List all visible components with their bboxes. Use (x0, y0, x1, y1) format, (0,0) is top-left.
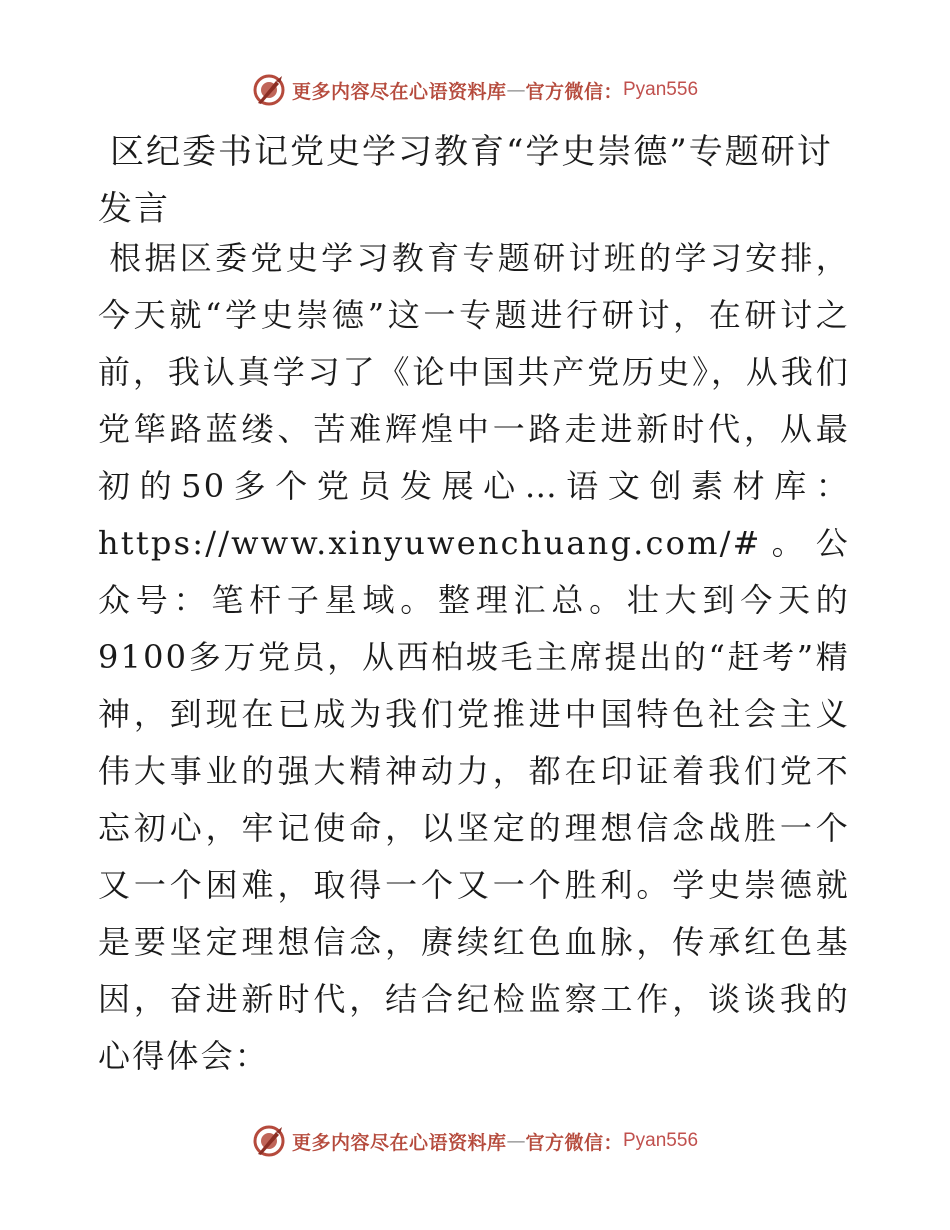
quill-seal-icon (252, 73, 286, 107)
document-body-paragraph (98, 230, 850, 1085)
watermark-wechat-label: 官方微信： (525, 80, 623, 103)
document-title-text: 区纪委书记党史学习教育“学史崇德”专题研讨发言 (98, 132, 833, 229)
watermark-site-text: 更多内容尽在心语资料库 (291, 80, 507, 103)
footer-watermark (0, 1121, 950, 1161)
document-body-text: 根据区委党史学习教育专题研讨班的学习安排，今天就“学史崇德”这一专题进行研讨，在研讨之前，我认真学习了《论中国共产党历史》，从我们党筚路蓝缕、苦难辉煌中一路走进新时代，从最初的50多个党员发展心…语文创素材库：https://www.xinyuwenchuang.com/#。公众号：笔杆子星域。整理汇总。壮大到今天的9100多万党员，从西柏坡毛主席提出的“赶考”精神，到现在已成为我们党推进中国特色社会主义伟大事业的强大精神动力，都在印证着我们党不忘初心，牢记使命，以坚定的理想信念战胜一个又一个困难，取得一个又一个胜利。学史崇德就是要坚定理想信念，赓续红色血脉，传承红色基因，奋进新时代，结合纪检监察工作，谈谈我的心得体会： (98, 239, 850, 1075)
watermark-separator: — (506, 1130, 526, 1152)
quill-seal-icon (252, 1124, 286, 1158)
header-watermark (0, 70, 950, 110)
watermark-separator: — (506, 79, 526, 101)
watermark-site-text: 更多内容尽在心语资料库 (291, 1131, 507, 1154)
document-title (98, 124, 848, 238)
watermark-wechat-id: Pyan556 (623, 1130, 699, 1151)
watermark-wechat-id: Pyan556 (623, 79, 699, 100)
watermark-wechat-label: 官方微信： (525, 1131, 623, 1154)
